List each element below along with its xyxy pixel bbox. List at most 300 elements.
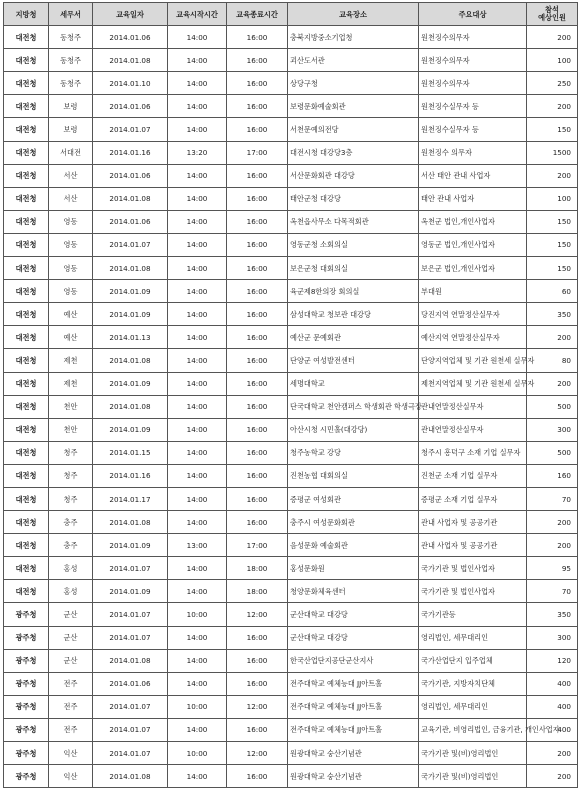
cell-end-time: 18:00 (227, 557, 288, 580)
cell-end-time: 12:00 (227, 742, 288, 765)
cell-expected-attendees: 1500 (527, 141, 578, 164)
header-office: 세무서 (49, 3, 93, 26)
cell-end-time: 16:00 (227, 72, 288, 95)
cell-venue: 진천농협 대회의실 (288, 464, 419, 487)
cell-date: 2014.01.09 (93, 303, 168, 326)
cell-venue: 청양문화체육센터 (288, 580, 419, 603)
cell-office: 익산 (49, 742, 93, 765)
cell-expected-attendees: 120 (527, 649, 578, 672)
cell-end-time: 17:00 (227, 141, 288, 164)
cell-agency: 대전청 (4, 441, 49, 464)
cell-office: 군산 (49, 626, 93, 649)
cell-target: 원천징수의무자 (419, 26, 527, 49)
table-row (4, 257, 578, 280)
header-row (4, 3, 578, 26)
cell-venue: 단양군 여성발전센터 (288, 349, 419, 372)
cell-date: 2014.01.08 (93, 257, 168, 280)
cell-expected-attendees: 200 (527, 742, 578, 765)
cell-agency: 대전청 (4, 418, 49, 441)
cell-target: 교육기관, 비영리법인, 금융기관, 개인사업자 (419, 718, 527, 741)
cell-office: 익산 (49, 765, 93, 788)
header-target: 주요대상 (419, 3, 527, 26)
cell-target: 국가기관 및 법인사업자 (419, 580, 527, 603)
cell-date: 2014.01.09 (93, 580, 168, 603)
cell-date: 2014.01.13 (93, 326, 168, 349)
cell-start-time: 14:00 (168, 626, 227, 649)
cell-date: 2014.01.07 (93, 557, 168, 580)
cell-office: 동청주 (49, 49, 93, 72)
cell-venue: 보은군청 대회의실 (288, 257, 419, 280)
cell-end-time: 12:00 (227, 603, 288, 626)
cell-date: 2014.01.09 (93, 280, 168, 303)
schedule-sheet (3, 2, 578, 788)
table-row (4, 141, 578, 164)
cell-expected-attendees: 500 (527, 441, 578, 464)
cell-start-time: 14:00 (168, 395, 227, 418)
table-row (4, 626, 578, 649)
cell-venue: 예산군 문예회관 (288, 326, 419, 349)
cell-date: 2014.01.09 (93, 534, 168, 557)
cell-agency: 대전청 (4, 280, 49, 303)
cell-agency: 대전청 (4, 26, 49, 49)
cell-agency: 대전청 (4, 95, 49, 118)
cell-target: 원천징수의무자 (419, 49, 527, 72)
cell-office: 천안 (49, 395, 93, 418)
cell-target: 영리법인, 세무대리인 (419, 695, 527, 718)
cell-start-time: 14:00 (168, 372, 227, 395)
table-row (4, 464, 578, 487)
cell-date: 2014.01.07 (93, 718, 168, 741)
cell-end-time: 16:00 (227, 303, 288, 326)
cell-target: 영동군 법인,개인사업자 (419, 233, 527, 256)
cell-end-time: 16:00 (227, 164, 288, 187)
cell-venue: 서산문화회관 대강당 (288, 164, 419, 187)
cell-agency: 광주청 (4, 649, 49, 672)
cell-start-time: 13:00 (168, 534, 227, 557)
cell-end-time: 16:00 (227, 26, 288, 49)
table-row (4, 233, 578, 256)
cell-start-time: 10:00 (168, 742, 227, 765)
cell-office: 전주 (49, 695, 93, 718)
education-schedule-table (3, 2, 578, 788)
cell-target: 서산 태안 관내 사업자 (419, 164, 527, 187)
cell-agency: 대전청 (4, 487, 49, 510)
cell-end-time: 18:00 (227, 580, 288, 603)
cell-venue: 충주시 여성문화회관 (288, 511, 419, 534)
cell-expected-attendees: 200 (527, 765, 578, 788)
cell-venue: 충북지방중소기업청 (288, 26, 419, 49)
cell-start-time: 14:00 (168, 418, 227, 441)
cell-end-time: 16:00 (227, 210, 288, 233)
cell-agency: 광주청 (4, 603, 49, 626)
cell-office: 동청주 (49, 72, 93, 95)
cell-date: 2014.01.09 (93, 418, 168, 441)
cell-start-time: 14:00 (168, 765, 227, 788)
table-row (4, 695, 578, 718)
cell-start-time: 14:00 (168, 649, 227, 672)
cell-agency: 광주청 (4, 718, 49, 741)
cell-office: 천안 (49, 418, 93, 441)
cell-expected-attendees: 70 (527, 580, 578, 603)
cell-start-time: 14:00 (168, 672, 227, 695)
table-row (4, 95, 578, 118)
cell-end-time: 16:00 (227, 187, 288, 210)
cell-expected-attendees: 150 (527, 233, 578, 256)
cell-date: 2014.01.07 (93, 603, 168, 626)
cell-date: 2014.01.06 (93, 210, 168, 233)
cell-office: 보령 (49, 95, 93, 118)
cell-date: 2014.01.07 (93, 695, 168, 718)
cell-start-time: 14:00 (168, 487, 227, 510)
cell-target: 원천징수실무자 등 (419, 95, 527, 118)
cell-target: 원천징수의무자 (419, 72, 527, 95)
cell-agency: 대전청 (4, 72, 49, 95)
cell-start-time: 14:00 (168, 326, 227, 349)
cell-agency: 대전청 (4, 464, 49, 487)
table-row (4, 603, 578, 626)
cell-end-time: 16:00 (227, 257, 288, 280)
cell-agency: 대전청 (4, 257, 49, 280)
cell-venue: 전주대학교 예체능대 JJ아트홀 (288, 718, 419, 741)
table-row (4, 718, 578, 741)
cell-date: 2014.01.07 (93, 742, 168, 765)
table-row (4, 303, 578, 326)
cell-venue: 서천문예의전당 (288, 118, 419, 141)
cell-start-time: 14:00 (168, 441, 227, 464)
cell-expected-attendees: 60 (527, 280, 578, 303)
cell-date: 2014.01.06 (93, 164, 168, 187)
cell-venue: 삼성대학교 청보관 대강당 (288, 303, 419, 326)
cell-end-time: 16:00 (227, 765, 288, 788)
table-row (4, 672, 578, 695)
table-body (4, 26, 578, 788)
cell-start-time: 14:00 (168, 233, 227, 256)
cell-end-time: 16:00 (227, 326, 288, 349)
cell-office: 동청주 (49, 26, 93, 49)
cell-end-time: 16:00 (227, 280, 288, 303)
cell-office: 청주 (49, 441, 93, 464)
cell-target: 관내 사업자 및 공공기관 (419, 511, 527, 534)
cell-expected-attendees: 250 (527, 72, 578, 95)
table-row (4, 487, 578, 510)
cell-start-time: 10:00 (168, 603, 227, 626)
cell-expected-attendees: 300 (527, 626, 578, 649)
cell-target: 부대원 (419, 280, 527, 303)
cell-expected-attendees: 400 (527, 695, 578, 718)
header-date: 교육일자 (93, 3, 168, 26)
cell-venue: 전주대학교 예체능대 JJ아트홀 (288, 695, 419, 718)
cell-expected-attendees: 200 (527, 326, 578, 349)
cell-start-time: 14:00 (168, 95, 227, 118)
cell-date: 2014.01.09 (93, 372, 168, 395)
header-venue: 교육장소 (288, 3, 419, 26)
cell-venue: 아산시청 시민홀(대강당) (288, 418, 419, 441)
table-row (4, 49, 578, 72)
cell-expected-attendees: 200 (527, 534, 578, 557)
cell-venue: 태안군청 대강당 (288, 187, 419, 210)
cell-target: 예산지역 연말정산실무자 (419, 326, 527, 349)
cell-office: 군산 (49, 603, 93, 626)
table-row (4, 742, 578, 765)
cell-venue: 육군제8한의장 회의실 (288, 280, 419, 303)
cell-date: 2014.01.06 (93, 95, 168, 118)
cell-expected-attendees: 95 (527, 557, 578, 580)
cell-agency: 대전청 (4, 534, 49, 557)
cell-expected-attendees: 80 (527, 349, 578, 372)
cell-target: 태안 관내 사업자 (419, 187, 527, 210)
cell-date: 2014.01.15 (93, 441, 168, 464)
cell-date: 2014.01.07 (93, 118, 168, 141)
cell-target: 보은군 법인,개인사업자 (419, 257, 527, 280)
cell-expected-attendees: 200 (527, 372, 578, 395)
cell-end-time: 16:00 (227, 49, 288, 72)
cell-agency: 대전청 (4, 164, 49, 187)
cell-venue: 음성문화 예술회관 (288, 534, 419, 557)
cell-venue: 옥천읍사무소 다목적회관 (288, 210, 419, 233)
cell-start-time: 14:00 (168, 303, 227, 326)
cell-venue: 청주농학교 강당 (288, 441, 419, 464)
cell-office: 군산 (49, 649, 93, 672)
cell-end-time: 16:00 (227, 626, 288, 649)
cell-start-time: 14:00 (168, 164, 227, 187)
header-start-time: 교육시작시간 (168, 3, 227, 26)
cell-office: 서대전 (49, 141, 93, 164)
cell-venue: 원광대학교 숭산기념관 (288, 765, 419, 788)
table-row (4, 395, 578, 418)
cell-office: 영동 (49, 233, 93, 256)
cell-target: 관내연말정산실무자 (419, 395, 527, 418)
cell-office: 전주 (49, 718, 93, 741)
cell-target: 국가기관 및(비)영리법인 (419, 765, 527, 788)
cell-start-time: 14:00 (168, 349, 227, 372)
cell-office: 충주 (49, 511, 93, 534)
cell-end-time: 16:00 (227, 487, 288, 510)
cell-venue: 전주대학교 예체능대 JJ아트홀 (288, 672, 419, 695)
cell-office: 홍성 (49, 557, 93, 580)
cell-end-time: 16:00 (227, 372, 288, 395)
cell-date: 2014.01.06 (93, 26, 168, 49)
cell-end-time: 16:00 (227, 118, 288, 141)
cell-target: 국가기관, 지방자치단체 (419, 672, 527, 695)
cell-expected-attendees: 500 (527, 395, 578, 418)
cell-end-time: 16:00 (227, 395, 288, 418)
cell-agency: 대전청 (4, 233, 49, 256)
cell-agency: 대전청 (4, 118, 49, 141)
cell-office: 보령 (49, 118, 93, 141)
cell-agency: 대전청 (4, 349, 49, 372)
cell-start-time: 14:00 (168, 257, 227, 280)
cell-date: 2014.01.07 (93, 233, 168, 256)
cell-office: 서산 (49, 187, 93, 210)
cell-agency: 대전청 (4, 580, 49, 603)
cell-expected-attendees: 200 (527, 95, 578, 118)
table-row (4, 349, 578, 372)
cell-expected-attendees: 200 (527, 26, 578, 49)
cell-office: 충주 (49, 534, 93, 557)
cell-venue: 대전시청 대강당3층 (288, 141, 419, 164)
cell-expected-attendees: 150 (527, 118, 578, 141)
cell-date: 2014.01.08 (93, 649, 168, 672)
cell-agency: 광주청 (4, 672, 49, 695)
table-row (4, 580, 578, 603)
table-row (4, 164, 578, 187)
cell-target: 원천징수 의무자 (419, 141, 527, 164)
cell-target: 당진지역 연말정산실무자 (419, 303, 527, 326)
cell-office: 영동 (49, 257, 93, 280)
header-expected-attendees: 참석 예상인원 (527, 3, 578, 26)
cell-target: 증평군 소재 기업 실무자 (419, 487, 527, 510)
cell-venue: 괴산도서관 (288, 49, 419, 72)
cell-date: 2014.01.10 (93, 72, 168, 95)
cell-office: 홍성 (49, 580, 93, 603)
cell-agency: 대전청 (4, 187, 49, 210)
cell-start-time: 14:00 (168, 187, 227, 210)
cell-agency: 광주청 (4, 695, 49, 718)
cell-date: 2014.01.08 (93, 49, 168, 72)
cell-agency: 대전청 (4, 395, 49, 418)
cell-agency: 대전청 (4, 49, 49, 72)
cell-start-time: 14:00 (168, 118, 227, 141)
table-row (4, 72, 578, 95)
cell-date: 2014.01.17 (93, 487, 168, 510)
table-row (4, 418, 578, 441)
cell-venue: 증평군 여성회관 (288, 487, 419, 510)
cell-target: 국가기관 및(비)영리법인 (419, 742, 527, 765)
table-row (4, 326, 578, 349)
cell-end-time: 16:00 (227, 511, 288, 534)
cell-target: 옥천군 법인,개인사업자 (419, 210, 527, 233)
cell-start-time: 14:00 (168, 26, 227, 49)
cell-expected-attendees: 400 (527, 672, 578, 695)
cell-start-time: 14:00 (168, 580, 227, 603)
cell-target: 관내 사업자 및 공공기관 (419, 534, 527, 557)
cell-end-time: 17:00 (227, 534, 288, 557)
cell-venue: 영동군청 소회의실 (288, 233, 419, 256)
cell-expected-attendees: 350 (527, 603, 578, 626)
table-row (4, 511, 578, 534)
cell-expected-attendees: 400 (527, 718, 578, 741)
table-row (4, 557, 578, 580)
cell-start-time: 13:20 (168, 141, 227, 164)
cell-venue: 보령문화예술회관 (288, 95, 419, 118)
cell-start-time: 14:00 (168, 557, 227, 580)
cell-target: 청주시 흥덕구 소재 기업 실무자 (419, 441, 527, 464)
cell-target: 제천지역업체 및 기관 원천세 실무자 (419, 372, 527, 395)
cell-office: 제천 (49, 372, 93, 395)
cell-date: 2014.01.16 (93, 141, 168, 164)
cell-agency: 광주청 (4, 626, 49, 649)
cell-date: 2014.01.16 (93, 464, 168, 487)
cell-office: 예산 (49, 303, 93, 326)
cell-agency: 대전청 (4, 372, 49, 395)
table-row (4, 280, 578, 303)
cell-target: 관내연말정산실무자 (419, 418, 527, 441)
cell-office: 청주 (49, 464, 93, 487)
cell-start-time: 14:00 (168, 49, 227, 72)
table-row (4, 187, 578, 210)
header-end-time: 교육종료시간 (227, 3, 288, 26)
cell-expected-attendees: 100 (527, 49, 578, 72)
cell-agency: 대전청 (4, 141, 49, 164)
cell-target: 원천징수실무자 등 (419, 118, 527, 141)
cell-venue: 군산대학교 대강당 (288, 626, 419, 649)
cell-agency: 대전청 (4, 326, 49, 349)
cell-venue: 원광대학교 숭산기념관 (288, 742, 419, 765)
cell-end-time: 16:00 (227, 95, 288, 118)
cell-office: 제천 (49, 349, 93, 372)
cell-end-time: 16:00 (227, 418, 288, 441)
cell-end-time: 16:00 (227, 649, 288, 672)
table-row (4, 649, 578, 672)
cell-end-time: 16:00 (227, 441, 288, 464)
cell-target: 국가기관 및 법인사업자 (419, 557, 527, 580)
cell-expected-attendees: 150 (527, 257, 578, 280)
cell-venue: 군산대학교 대강당 (288, 603, 419, 626)
cell-end-time: 16:00 (227, 464, 288, 487)
cell-start-time: 14:00 (168, 280, 227, 303)
cell-office: 전주 (49, 672, 93, 695)
cell-start-time: 14:00 (168, 511, 227, 534)
cell-date: 2014.01.08 (93, 349, 168, 372)
table-row (4, 534, 578, 557)
cell-expected-attendees: 100 (527, 187, 578, 210)
table-row (4, 26, 578, 49)
cell-target: 국가산업단지 입주업체 (419, 649, 527, 672)
cell-expected-attendees: 300 (527, 418, 578, 441)
cell-date: 2014.01.06 (93, 672, 168, 695)
cell-start-time: 10:00 (168, 695, 227, 718)
table-row (4, 441, 578, 464)
cell-date: 2014.01.07 (93, 626, 168, 649)
cell-target: 단양지역업체 및 기관 원천세 실무자 (419, 349, 527, 372)
table-row (4, 118, 578, 141)
cell-agency: 대전청 (4, 557, 49, 580)
cell-start-time: 14:00 (168, 718, 227, 741)
cell-office: 예산 (49, 326, 93, 349)
cell-expected-attendees: 70 (527, 487, 578, 510)
cell-agency: 대전청 (4, 511, 49, 534)
cell-target: 국가기관등 (419, 603, 527, 626)
cell-office: 영동 (49, 210, 93, 233)
cell-date: 2014.01.08 (93, 187, 168, 210)
cell-office: 영동 (49, 280, 93, 303)
cell-office: 서산 (49, 164, 93, 187)
cell-target: 영리법인, 세무대리인 (419, 626, 527, 649)
cell-expected-attendees: 160 (527, 464, 578, 487)
cell-end-time: 12:00 (227, 695, 288, 718)
cell-venue: 단국대학교 천안캠퍼스 학생회관 학생극장 (288, 395, 419, 418)
cell-end-time: 16:00 (227, 233, 288, 256)
cell-office: 청주 (49, 487, 93, 510)
table-row (4, 372, 578, 395)
cell-venue: 홍성문화원 (288, 557, 419, 580)
cell-expected-attendees: 200 (527, 511, 578, 534)
cell-agency: 광주청 (4, 765, 49, 788)
cell-agency: 대전청 (4, 303, 49, 326)
cell-start-time: 14:00 (168, 72, 227, 95)
cell-end-time: 16:00 (227, 672, 288, 695)
cell-expected-attendees: 350 (527, 303, 578, 326)
cell-start-time: 14:00 (168, 464, 227, 487)
cell-end-time: 16:00 (227, 718, 288, 741)
cell-expected-attendees: 200 (527, 164, 578, 187)
cell-date: 2014.01.08 (93, 765, 168, 788)
cell-venue: 세명대학교 (288, 372, 419, 395)
cell-target: 진천군 소재 기업 실무자 (419, 464, 527, 487)
header-agency: 지방청 (4, 3, 49, 26)
cell-start-time: 14:00 (168, 210, 227, 233)
cell-venue: 한국산업단지공단군산지사 (288, 649, 419, 672)
